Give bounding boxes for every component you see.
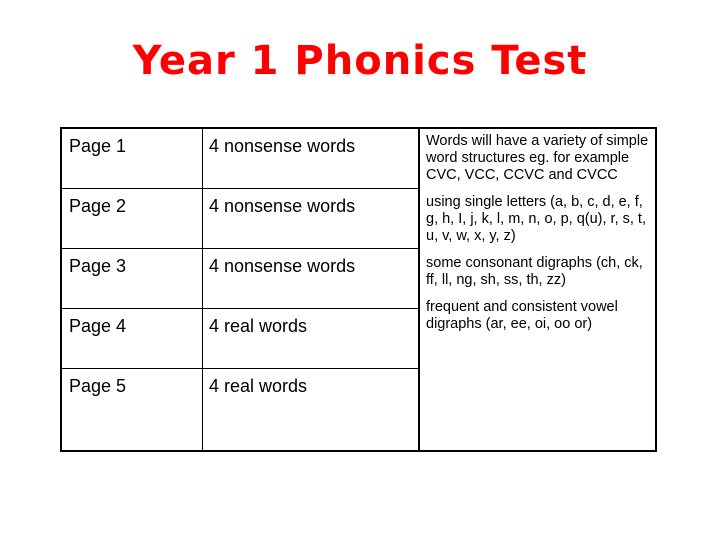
page-title: Year 1 Phonics Test — [132, 38, 588, 84]
row-2-page: Page 2 — [69, 196, 127, 216]
row-4-page: Page 4 — [69, 316, 127, 336]
row-divider-1 — [62, 188, 418, 189]
column-divider-1 — [202, 129, 203, 450]
note-single-letters: using single letters (a, b, c, d, e, f, g, h, I, j, k, l, m, n, o, p, q(u), r, s, t, u, v, w, x, y, z) — [426, 194, 646, 244]
phonics-table — [60, 127, 657, 452]
row-2-description: 4 nonsense words — [209, 196, 356, 216]
row-3-page: Page 3 — [69, 256, 127, 276]
row-divider-3 — [62, 308, 418, 309]
row-1-page: Page 1 — [69, 136, 127, 156]
row-4-description: 4 real words — [209, 316, 308, 336]
row-3-description: 4 nonsense words — [209, 256, 356, 276]
row-5-page: Page 5 — [69, 376, 127, 396]
row-5-description: 4 real words — [209, 376, 308, 396]
row-1-description: 4 nonsense words — [209, 136, 356, 156]
note-word-structures: Words will have a variety of simple word structures eg. for example CVC, VCC, CCVC and CVCC — [426, 133, 649, 183]
row-divider-2 — [62, 248, 418, 249]
note-vowel-digraphs: frequent and consistent vowel digraphs (ar, ee, oi, oo or) — [426, 299, 618, 332]
column-divider-2 — [418, 129, 420, 450]
row-divider-4 — [62, 368, 418, 369]
notes-column — [426, 133, 654, 333]
note-consonant-digraphs: some consonant digraphs (ch, ck, ff, ll, ng, sh, ss, th, zz) — [426, 255, 643, 288]
